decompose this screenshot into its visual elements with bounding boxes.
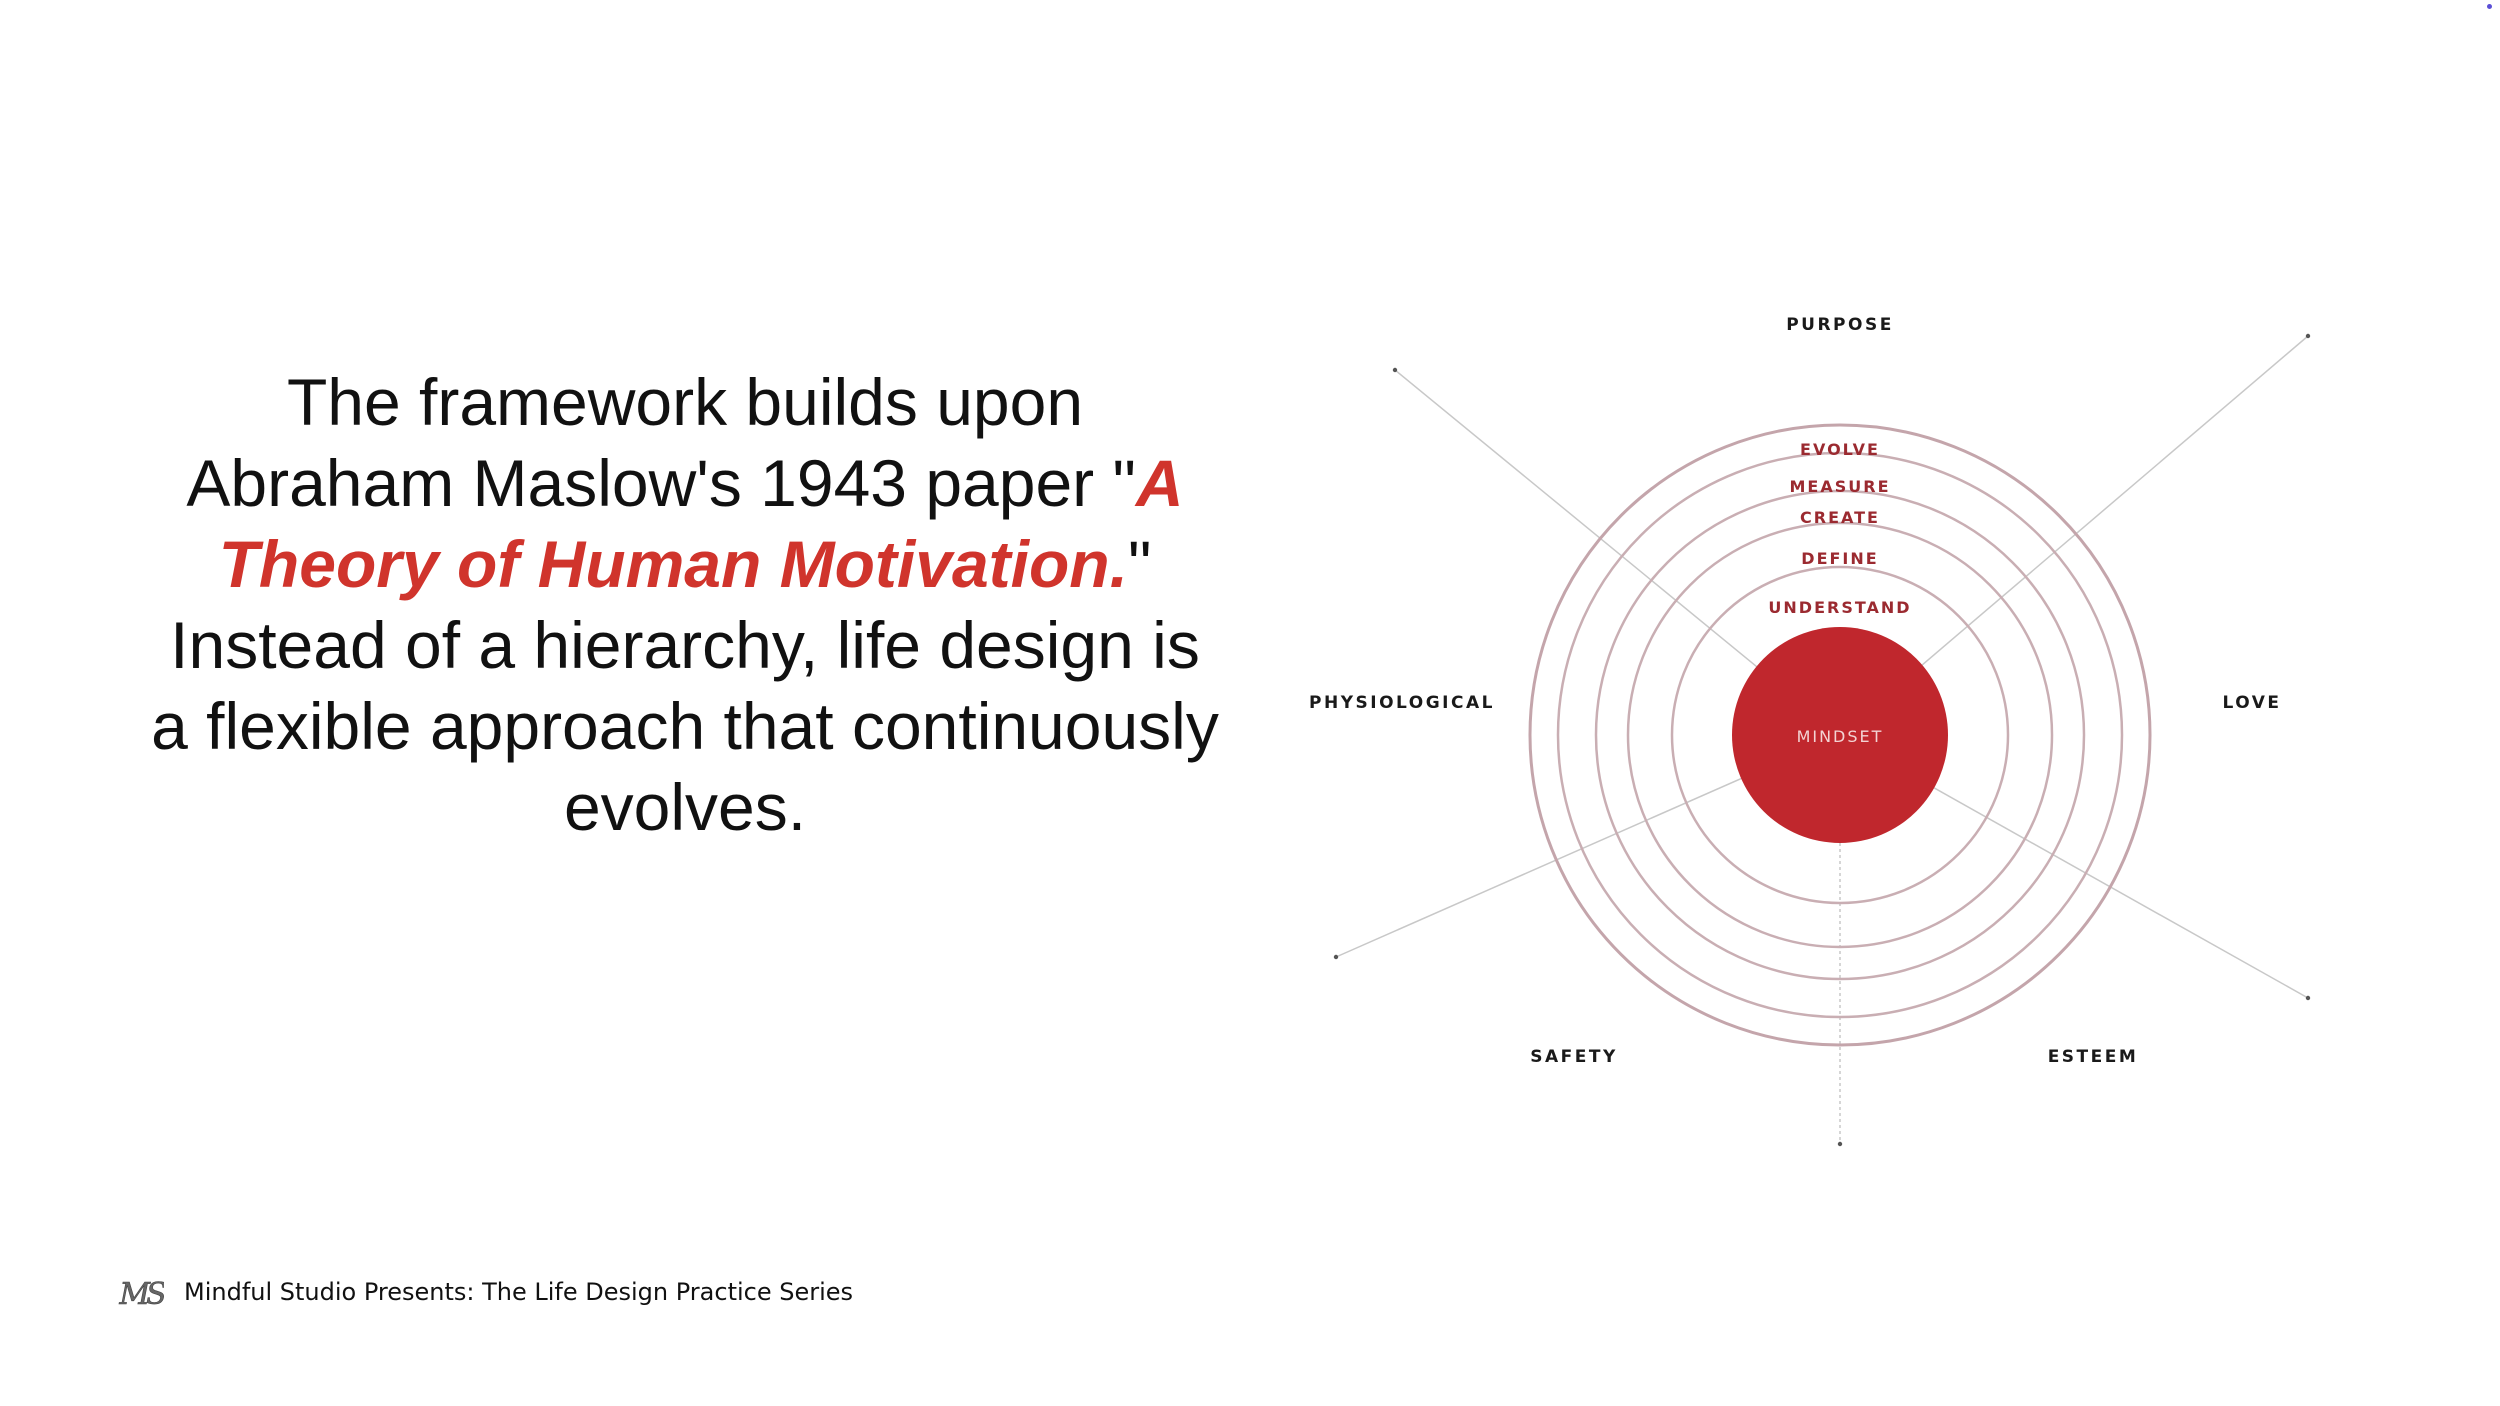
footer-title: Mindful Studio Presents: The Life Design Practice Series	[184, 1278, 854, 1306]
statement-text-after: " Instead of a hierarchy, life design is a flexible approach that continuously evolves.	[151, 527, 1219, 844]
ring-label-evolve: EVOLVE	[1800, 440, 1880, 459]
logo-monogram: MS	[119, 1277, 163, 1312]
life-design-diagram	[1280, 280, 2360, 1180]
footer	[118, 1272, 853, 1312]
outer-label-esteem: ESTEEM	[2047, 1047, 2139, 1067]
diagram-svg	[1280, 280, 2360, 1180]
outer-label-purpose: PURPOSE	[1786, 315, 1894, 335]
corner-indicator-dot	[2487, 4, 2492, 9]
outer-label-physiological: PHYSIOLOGICAL	[1309, 693, 1495, 713]
ring-label-define: DEFINE	[1801, 549, 1879, 568]
ring-label-create: CREATE	[1800, 508, 1880, 527]
mindful-studio-logo	[118, 1272, 164, 1312]
ring-label-understand: UNDERSTAND	[1768, 598, 1912, 617]
outer-label-safety: SAFETY	[1530, 1047, 1618, 1067]
ring-label-measure: MEASURE	[1789, 477, 1891, 496]
outer-label-love: LOVE	[2222, 693, 2282, 713]
main-statement	[150, 362, 1220, 848]
statement-text-before: The framework builds upon Abraham Maslow's 1943 paper "	[186, 365, 1136, 520]
paper-title: A Theory of Human Motivation.	[218, 446, 1184, 601]
center-label: MINDSET	[1796, 727, 1884, 746]
